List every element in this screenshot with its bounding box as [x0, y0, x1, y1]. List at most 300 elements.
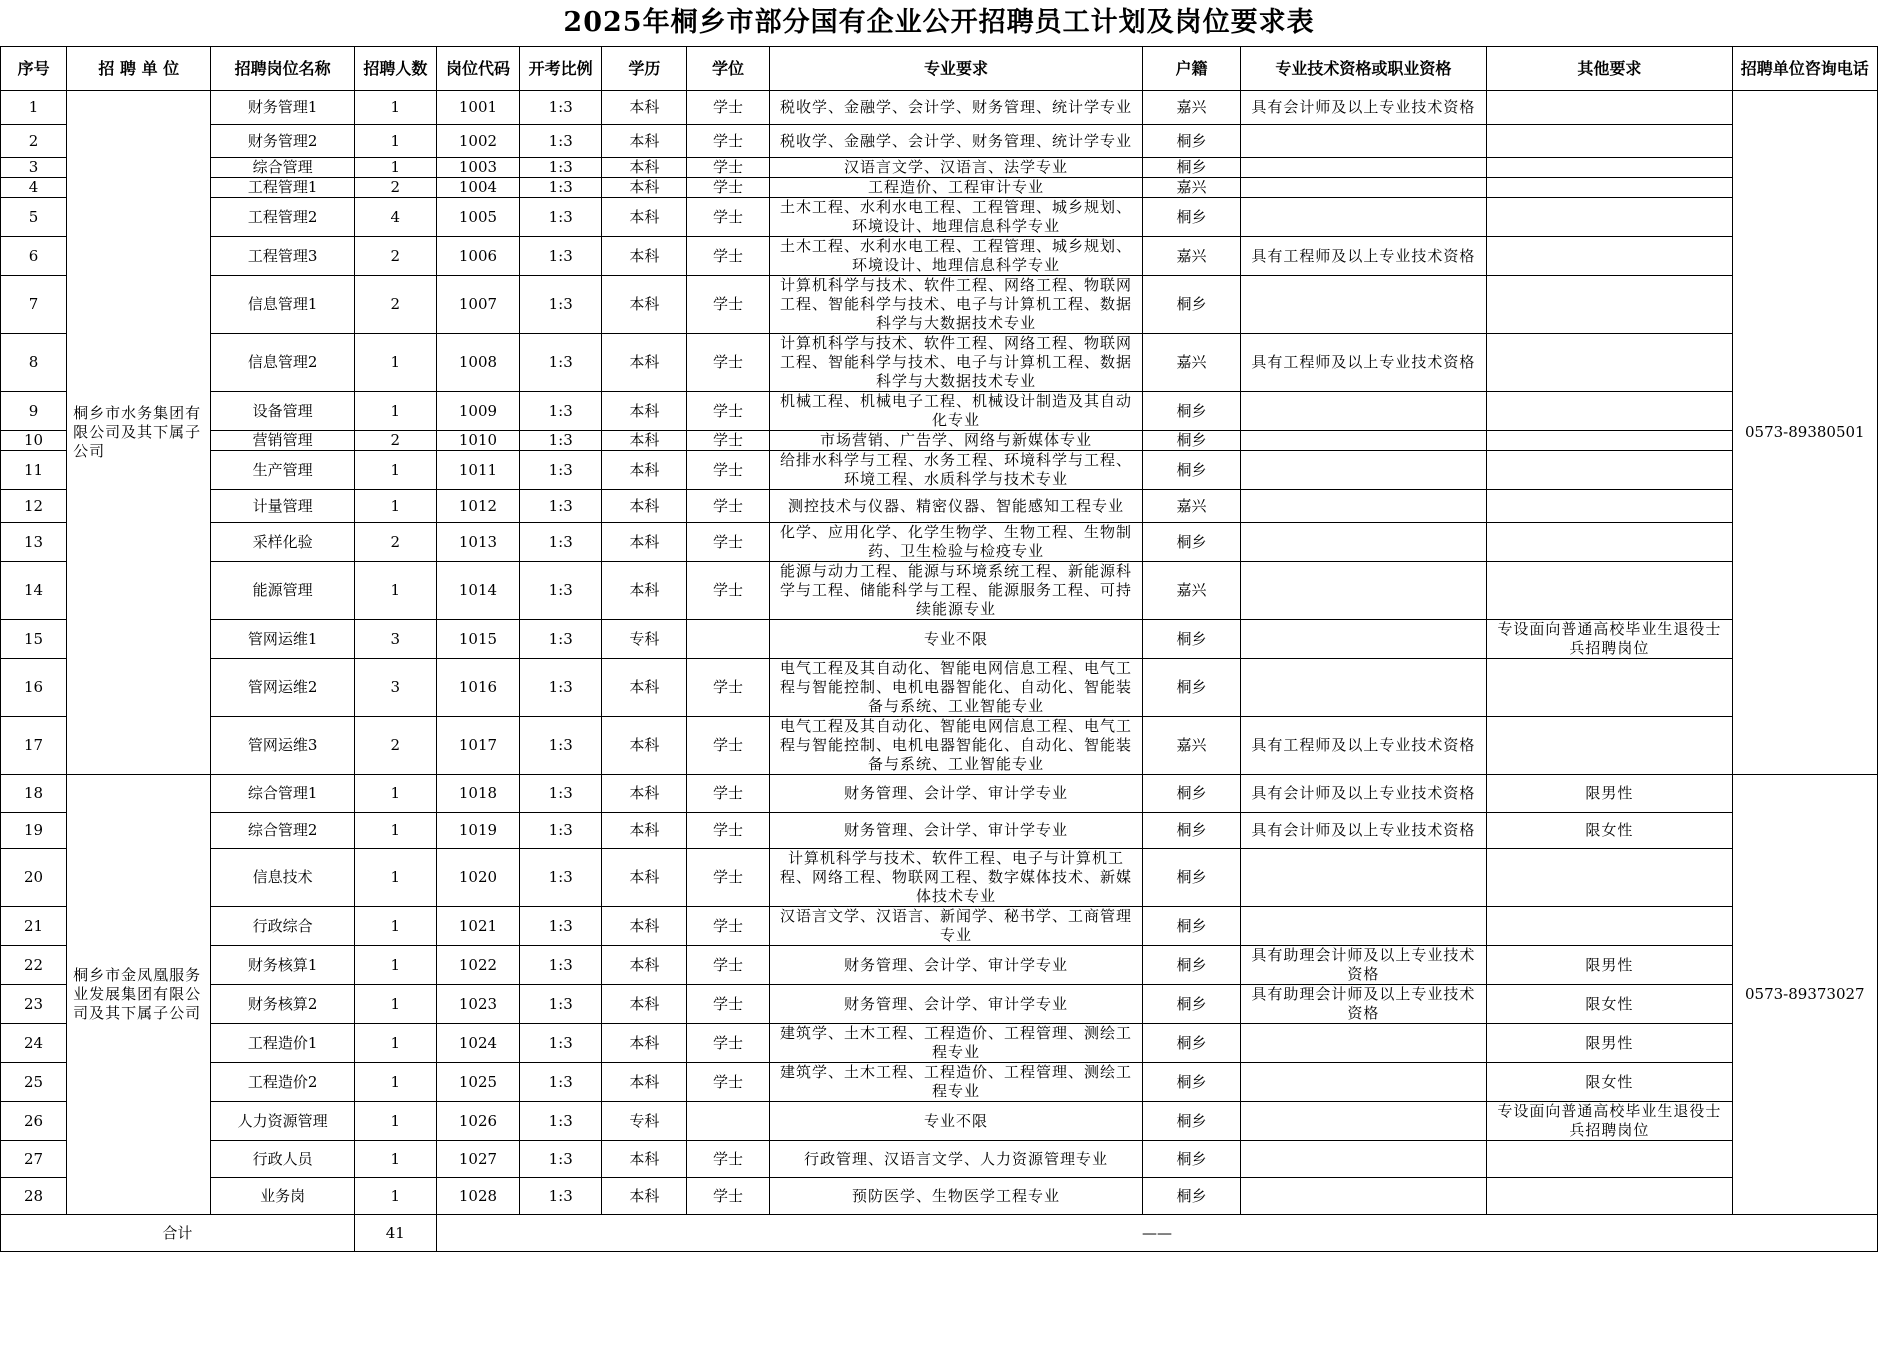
other-requirements: 专设面向普通高校毕业生退役士兵招聘岗位 — [1487, 620, 1733, 659]
qualification — [1240, 178, 1487, 198]
exam-ratio: 1:3 — [520, 158, 602, 178]
major: 给排水科学与工程、水务工程、环境科学与工程、环境工程、水质科学与技术专业 — [769, 451, 1143, 490]
header-ratio: 开考比例 — [520, 47, 602, 91]
education: 本科 — [602, 946, 687, 985]
degree: 学士 — [687, 562, 769, 620]
education: 本科 — [602, 717, 687, 775]
post-code: 1006 — [436, 237, 519, 276]
post-code: 1002 — [436, 125, 519, 158]
qualification: 具有工程师及以上专业技术资格 — [1240, 237, 1487, 276]
recruiting-unit: 桐乡市水务集团有限公司及其下属子公司 — [67, 91, 211, 775]
exam-ratio: 1:3 — [520, 1102, 602, 1141]
post-name: 综合管理1 — [211, 775, 354, 813]
post-code: 1013 — [436, 523, 519, 562]
qualification — [1240, 659, 1487, 717]
other-requirements — [1487, 659, 1733, 717]
exam-ratio: 1:3 — [520, 276, 602, 334]
row-number: 8 — [1, 334, 67, 392]
exam-ratio: 1:3 — [520, 985, 602, 1024]
hukou: 嘉兴 — [1143, 562, 1240, 620]
total-count: 41 — [354, 1215, 436, 1252]
post-code: 1008 — [436, 334, 519, 392]
major: 机械工程、机械电子工程、机械设计制造及其自动化专业 — [769, 392, 1143, 431]
exam-ratio: 1:3 — [520, 178, 602, 198]
post-code: 1016 — [436, 659, 519, 717]
post-code: 1024 — [436, 1024, 519, 1063]
table-row — [1, 1178, 1878, 1215]
table-row — [1, 946, 1878, 985]
post-name: 工程造价2 — [211, 1063, 354, 1102]
degree: 学士 — [687, 849, 769, 907]
other-requirements — [1487, 431, 1733, 451]
major: 建筑学、土木工程、工程造价、工程管理、测绘工程专业 — [769, 1024, 1143, 1063]
table-row — [1, 1141, 1878, 1178]
post-name: 管网运维2 — [211, 659, 354, 717]
header-row — [1, 47, 1878, 91]
qualification: 具有工程师及以上专业技术资格 — [1240, 717, 1487, 775]
other-requirements: 限女性 — [1487, 985, 1733, 1024]
post-code: 1001 — [436, 91, 519, 125]
degree: 学士 — [687, 1063, 769, 1102]
hire-count: 1 — [354, 946, 436, 985]
table-body — [1, 91, 1878, 1215]
major: 土木工程、水利水电工程、工程管理、城乡规划、环境设计、地理信息科学专业 — [769, 198, 1143, 237]
education: 专科 — [602, 620, 687, 659]
table-row — [1, 237, 1878, 276]
exam-ratio: 1:3 — [520, 237, 602, 276]
table-row — [1, 178, 1878, 198]
row-number: 13 — [1, 523, 67, 562]
post-code: 1022 — [436, 946, 519, 985]
exam-ratio: 1:3 — [520, 659, 602, 717]
hire-count: 1 — [354, 125, 436, 158]
hire-count: 1 — [354, 813, 436, 849]
hukou: 桐乡 — [1143, 125, 1240, 158]
other-requirements — [1487, 392, 1733, 431]
other-requirements — [1487, 125, 1733, 158]
education: 本科 — [602, 334, 687, 392]
exam-ratio: 1:3 — [520, 490, 602, 523]
post-name: 业务岗 — [211, 1178, 354, 1215]
post-name: 工程造价1 — [211, 1024, 354, 1063]
row-number: 23 — [1, 985, 67, 1024]
exam-ratio: 1:3 — [520, 334, 602, 392]
major: 税收学、金融学、会计学、财务管理、统计学专业 — [769, 91, 1143, 125]
education: 本科 — [602, 985, 687, 1024]
hukou: 桐乡 — [1143, 158, 1240, 178]
post-code: 1026 — [436, 1102, 519, 1141]
exam-ratio: 1:3 — [520, 946, 602, 985]
major: 工程造价、工程审计专业 — [769, 178, 1143, 198]
major: 计算机科学与技术、软件工程、网络工程、物联网工程、智能科学与技术、电子与计算机工程、数据科学与大数据技术专业 — [769, 334, 1143, 392]
qualification — [1240, 198, 1487, 237]
table-row — [1, 91, 1878, 125]
education: 本科 — [602, 392, 687, 431]
hukou: 桐乡 — [1143, 276, 1240, 334]
post-name: 行政综合 — [211, 907, 354, 946]
exam-ratio: 1:3 — [520, 1024, 602, 1063]
education: 本科 — [602, 237, 687, 276]
degree: 学士 — [687, 985, 769, 1024]
table-row — [1, 334, 1878, 392]
qualification — [1240, 620, 1487, 659]
hire-count: 1 — [354, 1178, 436, 1215]
degree: 学士 — [687, 178, 769, 198]
qualification: 具有助理会计师及以上专业技术资格 — [1240, 946, 1487, 985]
major: 专业不限 — [769, 1102, 1143, 1141]
education: 本科 — [602, 276, 687, 334]
education: 本科 — [602, 1024, 687, 1063]
hukou: 嘉兴 — [1143, 237, 1240, 276]
exam-ratio: 1:3 — [520, 523, 602, 562]
other-requirements — [1487, 907, 1733, 946]
table-row — [1, 620, 1878, 659]
major: 计算机科学与技术、软件工程、网络工程、物联网工程、智能科学与技术、电子与计算机工程、数据科学与大数据技术专业 — [769, 276, 1143, 334]
other-requirements: 限女性 — [1487, 813, 1733, 849]
hukou: 桐乡 — [1143, 985, 1240, 1024]
education: 本科 — [602, 562, 687, 620]
post-name: 综合管理2 — [211, 813, 354, 849]
post-code: 1025 — [436, 1063, 519, 1102]
row-number: 26 — [1, 1102, 67, 1141]
exam-ratio: 1:3 — [520, 907, 602, 946]
qualification — [1240, 392, 1487, 431]
degree: 学士 — [687, 1024, 769, 1063]
hukou: 嘉兴 — [1143, 717, 1240, 775]
post-name: 能源管理 — [211, 562, 354, 620]
table-row — [1, 813, 1878, 849]
table-row — [1, 985, 1878, 1024]
other-requirements: 限男性 — [1487, 1024, 1733, 1063]
major: 专业不限 — [769, 620, 1143, 659]
hukou: 桐乡 — [1143, 775, 1240, 813]
post-code: 1017 — [436, 717, 519, 775]
total-label: 合计 — [1, 1215, 355, 1252]
hukou: 桐乡 — [1143, 907, 1240, 946]
qualification — [1240, 1102, 1487, 1141]
hire-count: 1 — [354, 907, 436, 946]
hukou: 桐乡 — [1143, 1141, 1240, 1178]
hukou: 桐乡 — [1143, 813, 1240, 849]
table-row — [1, 158, 1878, 178]
hukou: 桐乡 — [1143, 849, 1240, 907]
qualification: 具有会计师及以上专业技术资格 — [1240, 813, 1487, 849]
hire-count: 2 — [354, 178, 436, 198]
other-requirements — [1487, 198, 1733, 237]
education: 本科 — [602, 431, 687, 451]
degree: 学士 — [687, 490, 769, 523]
major: 建筑学、土木工程、工程造价、工程管理、测绘工程专业 — [769, 1063, 1143, 1102]
education: 本科 — [602, 775, 687, 813]
major: 市场营销、广告学、网络与新媒体专业 — [769, 431, 1143, 451]
row-number: 11 — [1, 451, 67, 490]
post-code: 1012 — [436, 490, 519, 523]
hire-count: 1 — [354, 158, 436, 178]
hukou: 桐乡 — [1143, 451, 1240, 490]
hire-count: 3 — [354, 659, 436, 717]
table-row — [1, 276, 1878, 334]
degree: 学士 — [687, 659, 769, 717]
education: 本科 — [602, 490, 687, 523]
hire-count: 1 — [354, 451, 436, 490]
header-qual: 专业技术资格或职业资格 — [1240, 47, 1487, 91]
other-requirements — [1487, 849, 1733, 907]
post-name: 营销管理 — [211, 431, 354, 451]
qualification: 具有助理会计师及以上专业技术资格 — [1240, 985, 1487, 1024]
education: 本科 — [602, 907, 687, 946]
row-number: 17 — [1, 717, 67, 775]
consult-phone: 0573-89380501 — [1732, 91, 1877, 775]
hukou: 桐乡 — [1143, 1024, 1240, 1063]
hire-count: 1 — [354, 1024, 436, 1063]
hire-count: 1 — [354, 1141, 436, 1178]
post-code: 1021 — [436, 907, 519, 946]
row-number: 2 — [1, 125, 67, 158]
qualification — [1240, 276, 1487, 334]
other-requirements — [1487, 1178, 1733, 1215]
education: 本科 — [602, 659, 687, 717]
exam-ratio: 1:3 — [520, 451, 602, 490]
other-requirements — [1487, 334, 1733, 392]
hukou: 嘉兴 — [1143, 178, 1240, 198]
table-row — [1, 523, 1878, 562]
table-row — [1, 562, 1878, 620]
table-row — [1, 659, 1878, 717]
other-requirements: 限男性 — [1487, 775, 1733, 813]
major: 能源与动力工程、能源与环境系统工程、新能源科学与工程、储能科学与工程、能源服务工程、可持续能源专业 — [769, 562, 1143, 620]
exam-ratio: 1:3 — [520, 813, 602, 849]
consult-phone: 0573-89373027 — [1732, 775, 1877, 1215]
hukou: 桐乡 — [1143, 1063, 1240, 1102]
education: 本科 — [602, 451, 687, 490]
education: 本科 — [602, 1178, 687, 1215]
education: 本科 — [602, 813, 687, 849]
other-requirements — [1487, 237, 1733, 276]
row-number: 28 — [1, 1178, 67, 1215]
degree — [687, 1102, 769, 1141]
post-code: 1005 — [436, 198, 519, 237]
exam-ratio: 1:3 — [520, 431, 602, 451]
header-no: 序号 — [1, 47, 67, 91]
degree: 学士 — [687, 451, 769, 490]
education: 本科 — [602, 91, 687, 125]
post-code: 1015 — [436, 620, 519, 659]
education: 本科 — [602, 1063, 687, 1102]
post-code: 1028 — [436, 1178, 519, 1215]
recruiting-unit: 桐乡市金凤凰服务业发展集团有限公司及其下属子公司 — [67, 775, 211, 1215]
major: 税收学、金融学、会计学、财务管理、统计学专业 — [769, 125, 1143, 158]
hukou: 桐乡 — [1143, 946, 1240, 985]
qualification — [1240, 1024, 1487, 1063]
degree: 学士 — [687, 237, 769, 276]
education: 本科 — [602, 178, 687, 198]
table-row — [1, 125, 1878, 158]
qualification — [1240, 451, 1487, 490]
post-code: 1011 — [436, 451, 519, 490]
major: 化学、应用化学、化学生物学、生物工程、生物制药、卫生检验与检疫专业 — [769, 523, 1143, 562]
post-name: 生产管理 — [211, 451, 354, 490]
hukou: 桐乡 — [1143, 431, 1240, 451]
other-requirements — [1487, 91, 1733, 125]
degree: 学士 — [687, 1141, 769, 1178]
post-name: 管网运维3 — [211, 717, 354, 775]
major: 预防医学、生物医学工程专业 — [769, 1178, 1143, 1215]
hire-count: 1 — [354, 562, 436, 620]
post-code: 1004 — [436, 178, 519, 198]
education: 本科 — [602, 158, 687, 178]
qualification — [1240, 523, 1487, 562]
exam-ratio: 1:3 — [520, 198, 602, 237]
major: 计算机科学与技术、软件工程、电子与计算机工程、网络工程、物联网工程、数字媒体技术、新媒体技术专业 — [769, 849, 1143, 907]
recruitment-table — [0, 46, 1878, 1252]
education: 本科 — [602, 1141, 687, 1178]
hire-count: 1 — [354, 1102, 436, 1141]
table-row — [1, 198, 1878, 237]
header-unit: 招 聘 单 位 — [67, 47, 211, 91]
qualification: 具有工程师及以上专业技术资格 — [1240, 334, 1487, 392]
education: 本科 — [602, 125, 687, 158]
table-row — [1, 907, 1878, 946]
post-name: 设备管理 — [211, 392, 354, 431]
post-code: 1023 — [436, 985, 519, 1024]
post-code: 1018 — [436, 775, 519, 813]
exam-ratio: 1:3 — [520, 91, 602, 125]
other-requirements — [1487, 490, 1733, 523]
post-name: 综合管理 — [211, 158, 354, 178]
major: 财务管理、会计学、审计学专业 — [769, 946, 1143, 985]
degree: 学士 — [687, 334, 769, 392]
header-code: 岗位代码 — [436, 47, 519, 91]
post-code: 1019 — [436, 813, 519, 849]
hire-count: 1 — [354, 849, 436, 907]
degree: 学士 — [687, 91, 769, 125]
degree: 学士 — [687, 775, 769, 813]
qualification — [1240, 490, 1487, 523]
hire-count: 4 — [354, 198, 436, 237]
other-requirements — [1487, 276, 1733, 334]
degree: 学士 — [687, 907, 769, 946]
post-name: 财务核算1 — [211, 946, 354, 985]
degree: 学士 — [687, 1178, 769, 1215]
post-code: 1007 — [436, 276, 519, 334]
table-row — [1, 1024, 1878, 1063]
post-code: 1014 — [436, 562, 519, 620]
exam-ratio: 1:3 — [520, 849, 602, 907]
hire-count: 1 — [354, 490, 436, 523]
table-row — [1, 392, 1878, 431]
other-requirements: 限女性 — [1487, 1063, 1733, 1102]
row-number: 18 — [1, 775, 67, 813]
row-number: 15 — [1, 620, 67, 659]
degree: 学士 — [687, 158, 769, 178]
exam-ratio: 1:3 — [520, 1063, 602, 1102]
post-name: 工程管理3 — [211, 237, 354, 276]
major: 电气工程及其自动化、智能电网信息工程、电气工程与智能控制、电机电器智能化、自动化、智能装备与系统、工业智能专业 — [769, 717, 1143, 775]
table-row — [1, 849, 1878, 907]
qualification — [1240, 1063, 1487, 1102]
row-number: 10 — [1, 431, 67, 451]
degree: 学士 — [687, 431, 769, 451]
hire-count: 3 — [354, 620, 436, 659]
qualification — [1240, 158, 1487, 178]
row-number: 21 — [1, 907, 67, 946]
exam-ratio: 1:3 — [520, 620, 602, 659]
degree: 学士 — [687, 392, 769, 431]
education: 本科 — [602, 523, 687, 562]
hukou: 嘉兴 — [1143, 334, 1240, 392]
qualification — [1240, 1178, 1487, 1215]
hukou: 嘉兴 — [1143, 91, 1240, 125]
row-number: 1 — [1, 91, 67, 125]
degree: 学士 — [687, 717, 769, 775]
hukou: 桐乡 — [1143, 198, 1240, 237]
other-requirements — [1487, 523, 1733, 562]
hire-count: 1 — [354, 985, 436, 1024]
degree: 学士 — [687, 813, 769, 849]
other-requirements — [1487, 1141, 1733, 1178]
hukou: 桐乡 — [1143, 1102, 1240, 1141]
major: 汉语言文学、汉语言、法学专业 — [769, 158, 1143, 178]
table-row — [1, 775, 1878, 813]
post-name: 信息管理1 — [211, 276, 354, 334]
header-post: 招聘岗位名称 — [211, 47, 354, 91]
row-number: 24 — [1, 1024, 67, 1063]
post-name: 工程管理2 — [211, 198, 354, 237]
exam-ratio: 1:3 — [520, 1178, 602, 1215]
qualification — [1240, 431, 1487, 451]
header-count: 招聘人数 — [354, 47, 436, 91]
qualification — [1240, 562, 1487, 620]
post-name: 采样化验 — [211, 523, 354, 562]
row-number: 12 — [1, 490, 67, 523]
education: 专科 — [602, 1102, 687, 1141]
major: 财务管理、会计学、审计学专业 — [769, 985, 1143, 1024]
education: 本科 — [602, 849, 687, 907]
hire-count: 2 — [354, 717, 436, 775]
other-requirements: 专设面向普通高校毕业生退役士兵招聘岗位 — [1487, 1102, 1733, 1141]
other-requirements — [1487, 158, 1733, 178]
hire-count: 1 — [354, 91, 436, 125]
hire-count: 2 — [354, 523, 436, 562]
page-title: 2025年桐乡市部分国有企业公开招聘员工计划及岗位要求表 — [563, 7, 1315, 38]
hire-count: 2 — [354, 431, 436, 451]
table-row — [1, 717, 1878, 775]
major: 汉语言文学、汉语言、新闻学、秘书学、工商管理专业 — [769, 907, 1143, 946]
other-requirements — [1487, 717, 1733, 775]
row-number: 27 — [1, 1141, 67, 1178]
table-row — [1, 1102, 1878, 1141]
post-code: 1009 — [436, 392, 519, 431]
exam-ratio: 1:3 — [520, 717, 602, 775]
row-number: 9 — [1, 392, 67, 431]
qualification — [1240, 125, 1487, 158]
exam-ratio: 1:3 — [520, 562, 602, 620]
row-number: 14 — [1, 562, 67, 620]
post-name: 财务管理2 — [211, 125, 354, 158]
post-name: 信息管理2 — [211, 334, 354, 392]
hukou: 桐乡 — [1143, 392, 1240, 431]
hire-count: 2 — [354, 276, 436, 334]
header-hukou: 户籍 — [1143, 47, 1240, 91]
degree: 学士 — [687, 946, 769, 985]
post-name: 管网运维1 — [211, 620, 354, 659]
post-code: 1020 — [436, 849, 519, 907]
degree: 学士 — [687, 523, 769, 562]
row-number: 22 — [1, 946, 67, 985]
table-row — [1, 431, 1878, 451]
header-major: 专业要求 — [769, 47, 1143, 91]
header-phone: 招聘单位咨询电话 — [1732, 47, 1877, 91]
